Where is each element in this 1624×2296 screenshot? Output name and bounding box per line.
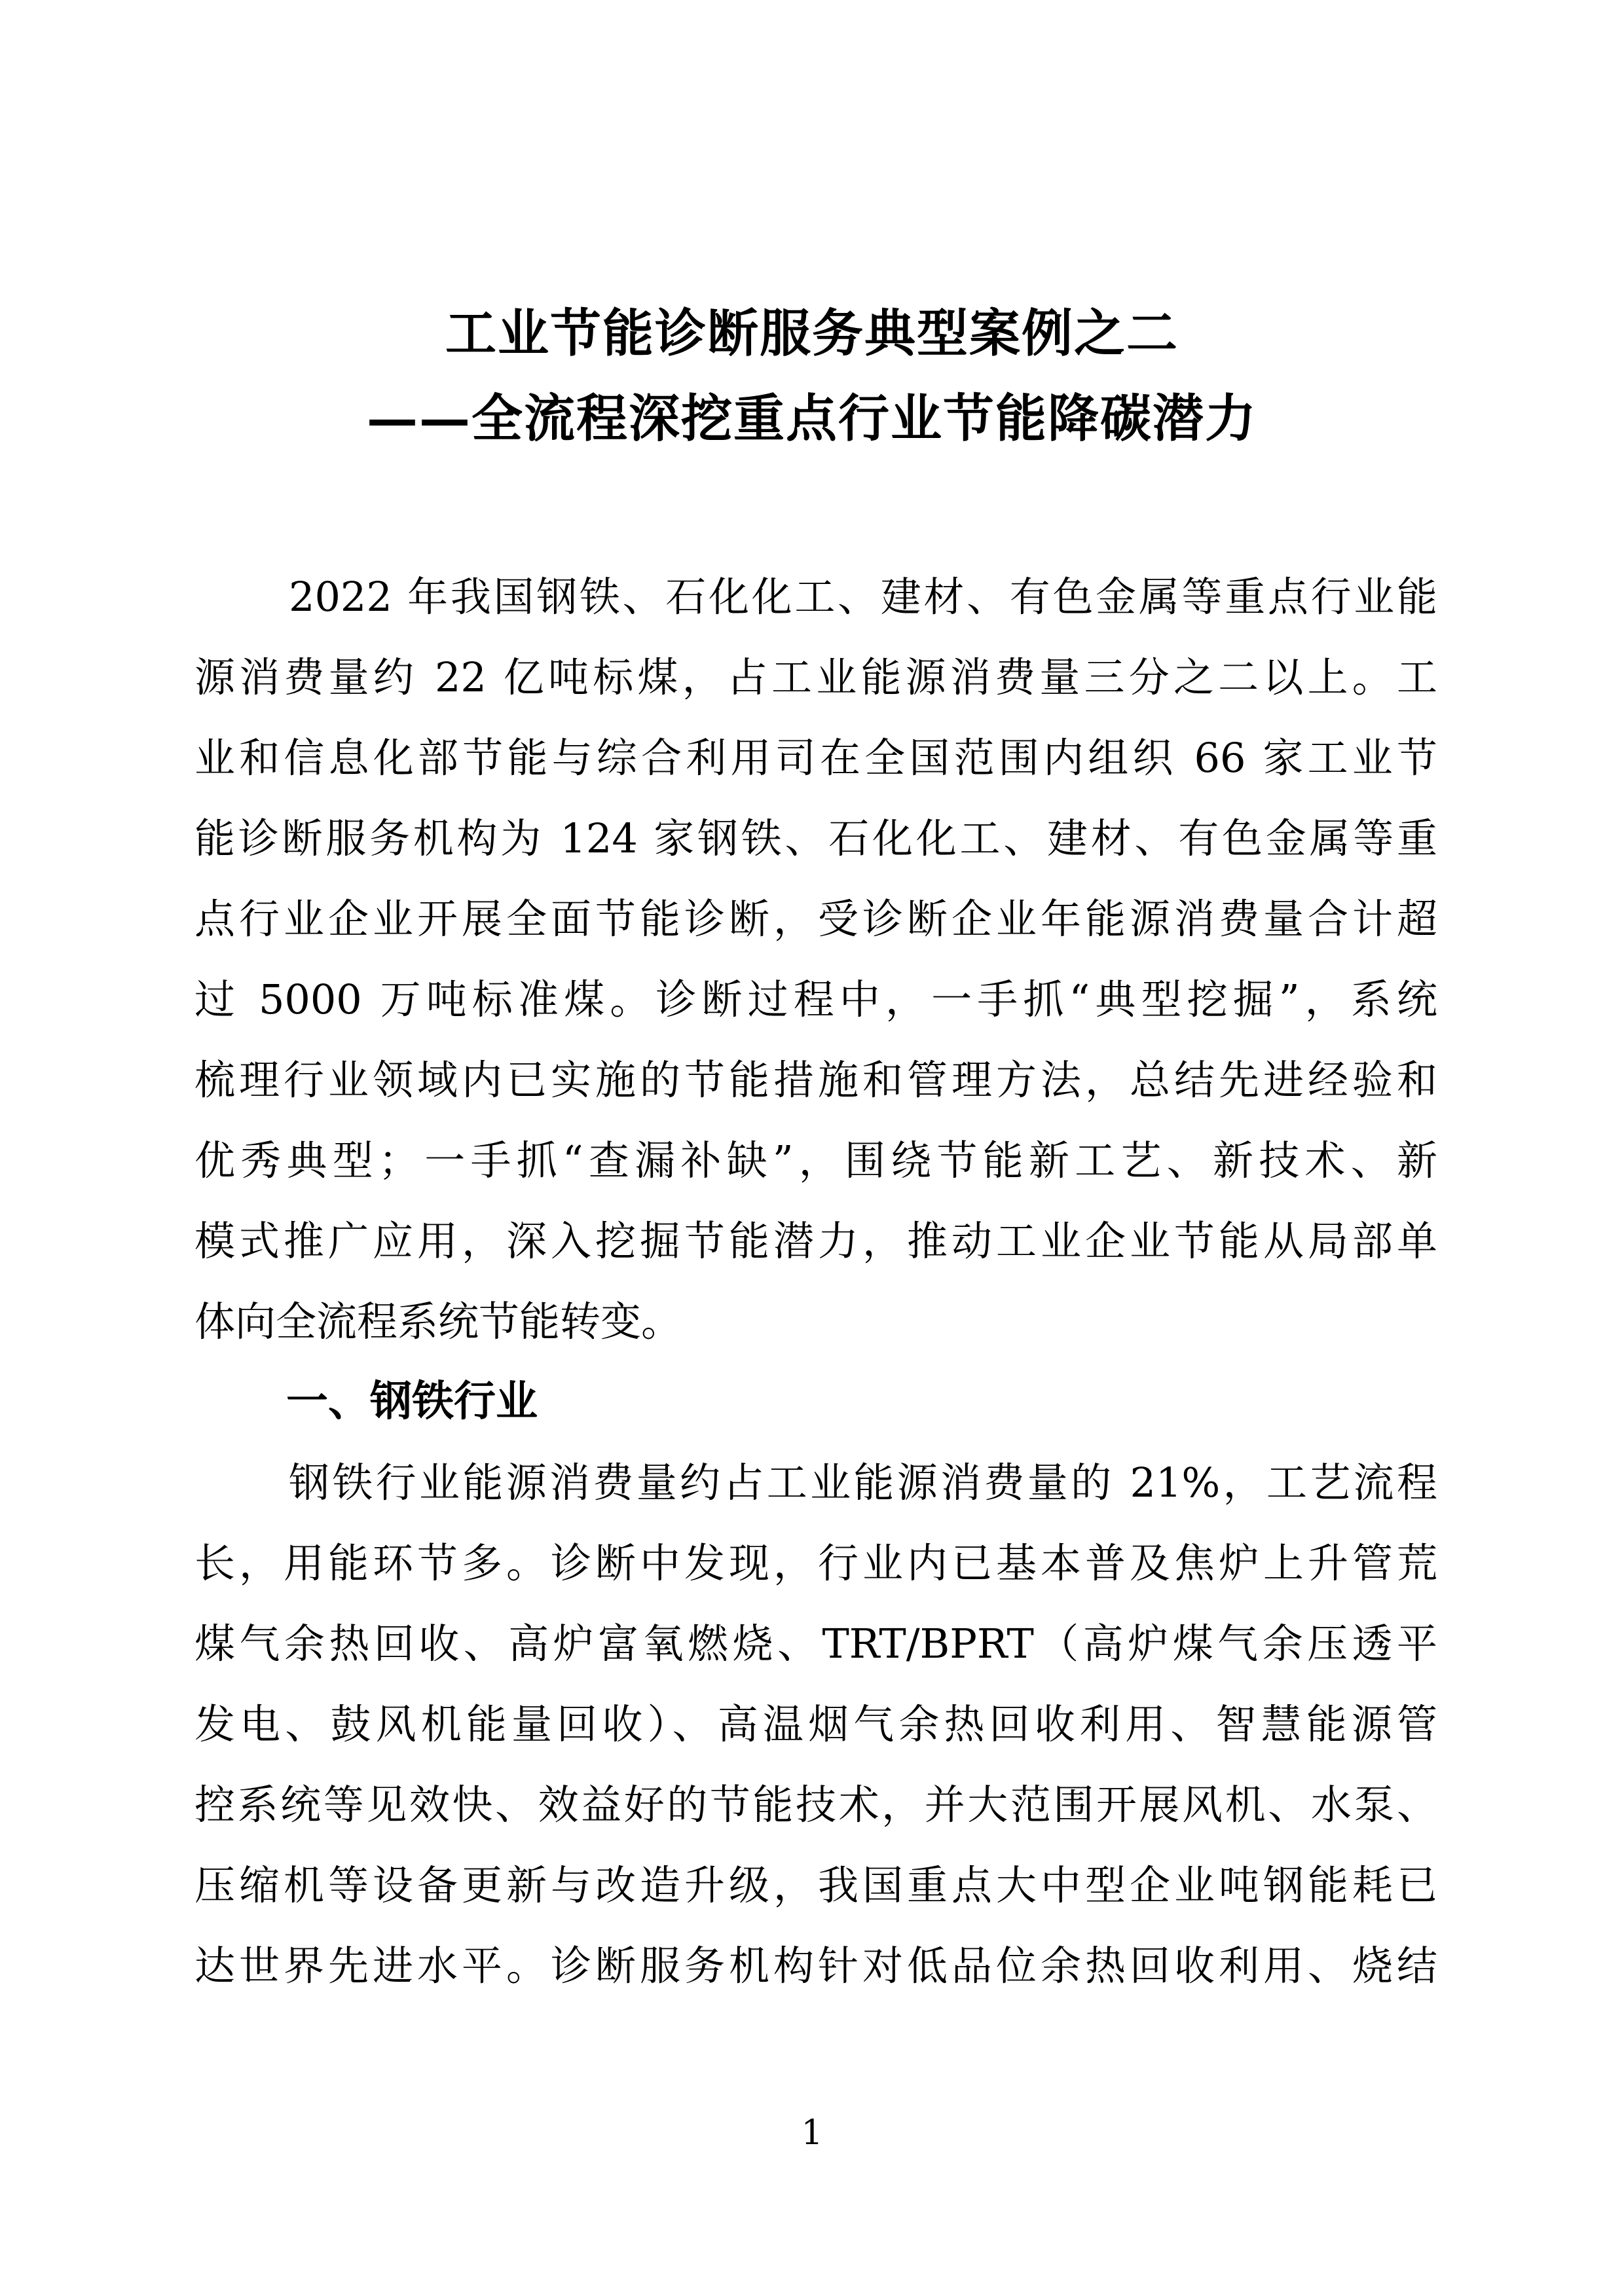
- paragraph-2: [194, 1442, 1437, 2006]
- text-line: 梳理行业领域内已实施的节能措施和管理方法，总结先进经验和: [194, 1056, 1437, 1104]
- document-title-line1: 工业节能诊断服务典型案例之二: [445, 304, 1179, 363]
- section-heading-steel-industry: 一、钢铁行业: [286, 1377, 538, 1426]
- page-number: 1: [801, 2113, 823, 2153]
- text-line: 模式推广应用，深入挖掘节能潜力，推动工业企业节能从局部单: [194, 1217, 1437, 1265]
- document-title: [0, 291, 1624, 462]
- text-line: 达世界先进水平。诊断服务机构针对低品位余热回收利用、烧结: [194, 1942, 1437, 1990]
- text-line: 煤气余热回收、高炉富氧燃烧、TRT/BPRT（高炉煤气余压透平: [194, 1620, 1437, 1667]
- text-line: 优秀典型；一手抓“查漏补缺”，围绕节能新工艺、新技术、新: [194, 1137, 1437, 1184]
- text-line: 2022 年我国钢铁、石化化工、建材、有色金属等重点行业能: [289, 573, 1437, 621]
- paragraph-1: [194, 556, 1437, 1362]
- text-line: 能诊断服务机构为 124 家钢铁、石化化工、建材、有色金属等重: [194, 814, 1437, 862]
- document-title-line2: ——全流程深挖重点行业节能降碳潜力: [366, 389, 1257, 448]
- text-line: 发电、鼓风机能量回收）、高温烟气余热回收利用、智慧能源管: [194, 1700, 1437, 1748]
- text-line: 钢铁行业能源消费量约占工业能源消费量的 21%，工艺流程: [289, 1459, 1437, 1506]
- text-line: 过 5000 万吨标准煤。诊断过程中，一手抓“典型挖掘”，系统: [194, 975, 1437, 1023]
- text-line: 点行业企业开展全面节能诊断，受诊断企业年能源消费量合计超: [194, 895, 1437, 943]
- text-line: 长，用能环节多。诊断中发现，行业内已基本普及焦炉上升管荒: [194, 1539, 1437, 1587]
- text-line: 体向全流程系统节能转变。: [194, 1298, 682, 1345]
- text-line: 源消费量约 22 亿吨标煤，占工业能源消费量三分之二以上。工: [194, 653, 1437, 701]
- text-line: 业和信息化部节能与综合利用司在全国范围内组织 66 家工业节: [194, 734, 1437, 782]
- text-line: 控系统等见效快、效益好的节能技术，并大范围开展风机、水泵、: [194, 1781, 1437, 1829]
- text-line: 压缩机等设备更新与改造升级，我国重点大中型企业吨钢能耗已: [194, 1861, 1437, 1909]
